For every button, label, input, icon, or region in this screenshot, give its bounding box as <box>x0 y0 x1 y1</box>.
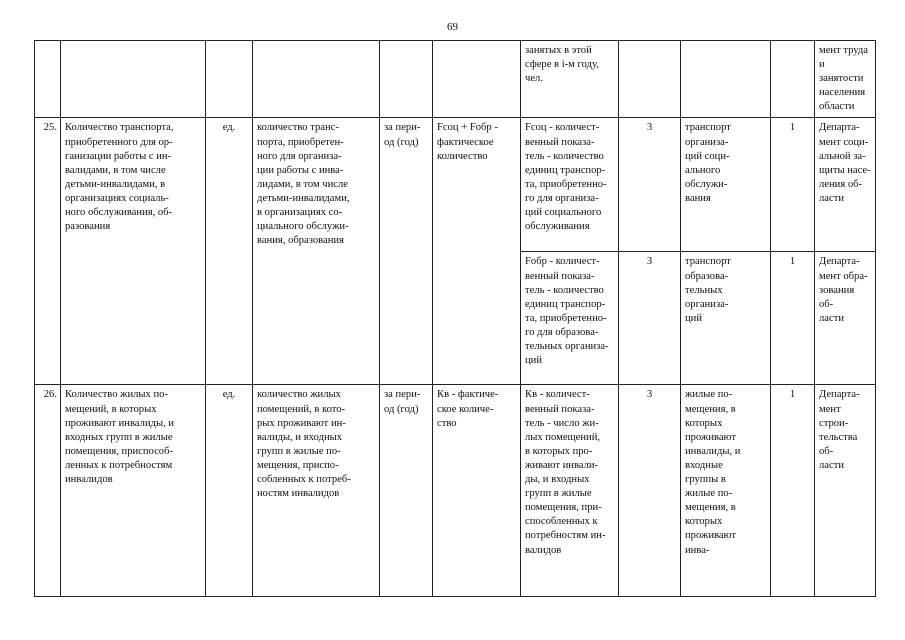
collection-method: 3 <box>619 252 681 385</box>
collection-method: 3 <box>619 118 681 252</box>
indicator-name: Количество жилых по- мещений, в которых проживают инвалиды, и входных групп в жилые помещения, приспособ- ленных к потребностям инвалидов <box>61 385 206 597</box>
cell-num <box>35 41 61 118</box>
indicator-table <box>34 40 876 597</box>
formula: Кв - фактиче- ское количе- ство <box>433 385 521 597</box>
cell-department: мент труда и занятости населения области <box>815 41 876 118</box>
responsible-department: Департа- мент строи- тельства об- ласти <box>815 385 876 597</box>
cell-period <box>380 41 433 118</box>
coverage: 1 <box>771 385 815 597</box>
unit-of-measure: ед. <box>206 118 253 385</box>
basic-indicator-definition: Кв - количест- венный показа- тель - число жи- лых помещений, в которых про- живают инвали- ды, и входных групп в жилые помещения, при- способленных к потребностям ин- валидов <box>521 385 619 597</box>
formula: Fсоц + Fобр - фактическое количество <box>433 118 521 385</box>
indicator-description: количество жилых помещений, в кото- рых проживают ин- валиды, и входных групп в жилые по- мещения, приспо- собленных к потреб- ностям инвалидов <box>253 385 380 597</box>
cell-description <box>253 41 380 118</box>
table-row <box>35 385 876 597</box>
observation-object: жилые по- мещения, в которых проживают инвалиды, и входные группы в жилые по- мещения, в которых проживают инва- <box>681 385 771 597</box>
observation-object: транспорт организа- ций соци- ального обслужи- вания <box>681 118 771 252</box>
indicator-name: Количество транспорта, приобретенного для ор- ганизации работы с ин- валидами, в том числе детьми-инвалидами, в организациях социаль- ного обслуживания, об- разования <box>61 118 206 385</box>
cell-formula <box>433 41 521 118</box>
coverage: 1 <box>771 252 815 385</box>
row-number: 25. <box>35 118 61 385</box>
responsible-department: Департа- мент обра- зования об- ласти <box>815 252 876 385</box>
coverage: 1 <box>771 118 815 252</box>
table-row <box>35 118 876 252</box>
page-number: 69 <box>447 21 458 33</box>
cell-definition: занятых в этой сфере в i-м году, чел. <box>521 41 619 118</box>
cell-unit <box>206 41 253 118</box>
observation-object: транспорт образова- тельных организа- ций <box>681 252 771 385</box>
cell-frequency <box>771 41 815 118</box>
responsible-department: Департа- мент соци- альной за- щиты насе- ления об- ласти <box>815 118 876 252</box>
cell-method <box>619 41 681 118</box>
cell-source <box>681 41 771 118</box>
basic-indicator-definition: Fобр - количест- венный показа- тель - количество единиц транспор- та, приобретенно- го для образова- тельных организа- ций <box>521 252 619 385</box>
unit-of-measure: ед. <box>206 385 253 597</box>
table-row-continuation <box>35 41 876 118</box>
row-number: 26. <box>35 385 61 597</box>
period: за пери- од (год) <box>380 385 433 597</box>
collection-method: 3 <box>619 385 681 597</box>
basic-indicator-definition: Fсоц - количест- венный показа- тель - количество единиц транспор- та, приобретенно- го для организа- ций социального обслуживания <box>521 118 619 252</box>
period: за пери- од (год) <box>380 118 433 385</box>
cell-name <box>61 41 206 118</box>
indicator-description: количество транс- порта, приобретен- ного для организа- ции работы с инва- лидами, в том числе детьми-инвалидами, в организациях со- циального обслужи- вания, образования <box>253 118 380 385</box>
